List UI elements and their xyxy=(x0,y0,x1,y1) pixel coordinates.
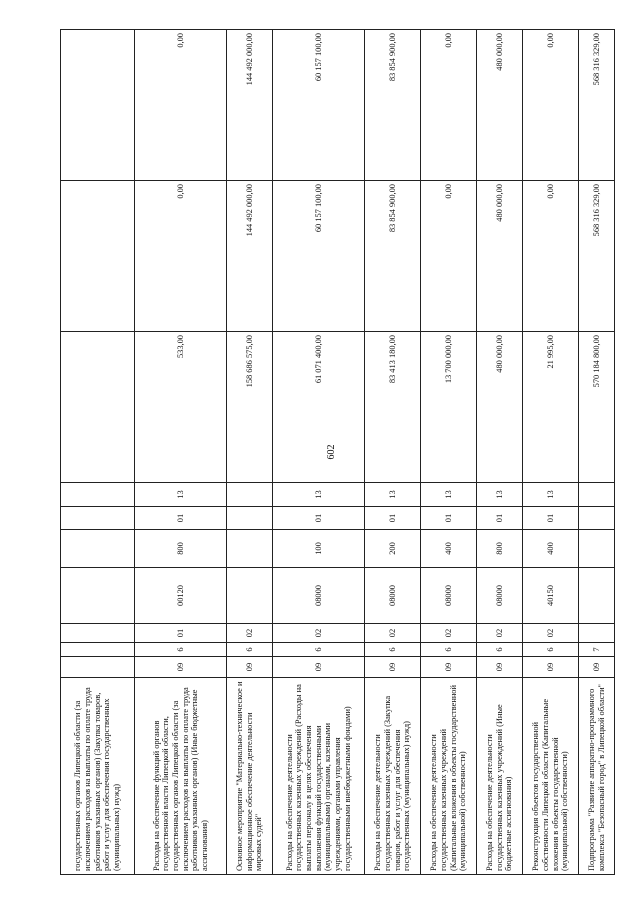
amount-year2-cell: 480 000,00 xyxy=(477,181,523,332)
row-name-cell: Основное мероприятие "Материально-техническое и информационное обеспечение деятельности мировых судей" xyxy=(227,678,273,875)
section-cell xyxy=(579,507,615,530)
row-name-cell: Расходы на обеспечение деятельности государственных казенных учреждений (Закупка товаров, работ и услуг для обеспечения государственных (муниципальных) нужд) xyxy=(365,678,421,875)
subsection-cell: 13 xyxy=(365,483,421,507)
gp-code-cell: 09 xyxy=(135,657,227,678)
amount-year3-cell: 144 492 000,00 xyxy=(227,30,273,181)
main-activity-code-cell xyxy=(579,624,615,643)
amount-year3-cell: 480 000,00 xyxy=(477,30,523,181)
subprogram-code-cell: 6 xyxy=(227,643,273,657)
main-activity-code-cell: 02 xyxy=(227,624,273,643)
subsection-cell xyxy=(579,483,615,507)
gp-code-cell: 09 xyxy=(477,657,523,678)
amount-year1-cell: 13 700 000,00 xyxy=(421,332,477,483)
section-cell: 01 xyxy=(365,507,421,530)
subprogram-code-cell: 6 xyxy=(523,643,579,657)
section-cell: 01 xyxy=(477,507,523,530)
table-row xyxy=(477,30,523,875)
row-name-cell: Расходы на обеспечение деятельности государственных казенных учреждений (Иные бюджетные ассигнования) xyxy=(477,678,523,875)
main-activity-code-cell: 02 xyxy=(477,624,523,643)
expense-type-cell: 100 xyxy=(273,530,365,568)
expense-type-cell: 800 xyxy=(135,530,227,568)
amount-year1-cell xyxy=(61,332,135,483)
gp-code-cell: 09 xyxy=(365,657,421,678)
amount-year2-cell: 0,00 xyxy=(523,181,579,332)
row-name-cell: Расходы на обеспечение деятельности государственных казенных учреждений (Расходы на выплаты персоналу в целях обеспечения выполнения функций государственными (муниципальными) органами, казенными учреждениями, органами управления государственными внебюджетными фондами) xyxy=(273,678,365,875)
main-activity-code-cell: 01 xyxy=(135,624,227,643)
direction-code-cell: 08000 xyxy=(273,568,365,624)
subsection-cell: 13 xyxy=(523,483,579,507)
section-cell xyxy=(61,507,135,530)
budget-table-container xyxy=(60,30,606,875)
row-name-cell: Подпрограмма "Развитие аппаратно-программного комплекса "Безопасный город" в Липецкой области" xyxy=(579,678,615,875)
amount-year2-cell: 0,00 xyxy=(135,181,227,332)
amount-year2-cell: 60 157 100,00 xyxy=(273,181,365,332)
expense-type-cell: 800 xyxy=(477,530,523,568)
amount-year1-cell: 533,00 xyxy=(135,332,227,483)
gp-code-cell: 09 xyxy=(421,657,477,678)
amount-year3-cell: 0,00 xyxy=(523,30,579,181)
table-row xyxy=(579,30,615,875)
subsection-cell xyxy=(227,483,273,507)
subprogram-code-cell: 6 xyxy=(273,643,365,657)
subprogram-code-cell: 6 xyxy=(365,643,421,657)
subsection-cell: 13 xyxy=(477,483,523,507)
expense-type-cell: 200 xyxy=(365,530,421,568)
amount-year1-cell: 83 413 180,00 xyxy=(365,332,421,483)
amount-year2-cell: 568 316 329,00 xyxy=(579,181,615,332)
expense-type-cell xyxy=(227,530,273,568)
gp-code-cell: 09 xyxy=(227,657,273,678)
gp-code-cell: 09 xyxy=(273,657,365,678)
expense-type-cell: 400 xyxy=(523,530,579,568)
gp-code-cell: 09 xyxy=(523,657,579,678)
amount-year3-cell xyxy=(61,30,135,181)
direction-code-cell: 40150 xyxy=(523,568,579,624)
subprogram-code-cell: 7 xyxy=(579,643,615,657)
subprogram-code-cell: 6 xyxy=(477,643,523,657)
main-activity-code-cell: 02 xyxy=(421,624,477,643)
subsection-cell: 13 xyxy=(273,483,365,507)
amount-year1-cell: 61 071 400,00 xyxy=(273,332,365,483)
table-row xyxy=(273,30,365,875)
main-activity-code-cell xyxy=(61,624,135,643)
subsection-cell xyxy=(61,483,135,507)
row-name-cell: Реконструкция объектов государственной собственности Липецкой области (Капитальные вложения в объекты государственной (муниципальной) собственности) xyxy=(523,678,579,875)
amount-year3-cell: 0,00 xyxy=(135,30,227,181)
subprogram-code-cell: 6 xyxy=(135,643,227,657)
table-row xyxy=(227,30,273,875)
gp-code-cell xyxy=(61,657,135,678)
table-row xyxy=(61,30,135,875)
section-cell: 01 xyxy=(421,507,477,530)
budget-table xyxy=(60,29,615,875)
direction-code-cell xyxy=(227,568,273,624)
amount-year3-cell: 568 316 329,00 xyxy=(579,30,615,181)
row-name-cell: государственных органов Липецкой области (за исключением расходов на выплаты по оплате труда работников указанных органов) (Закупка товаров, работ и услуг для обеспечения государственных (муниципальных) нужд) xyxy=(61,678,135,875)
amount-year3-cell: 60 157 100,00 xyxy=(273,30,365,181)
table-row xyxy=(421,30,477,875)
table-row xyxy=(523,30,579,875)
amount-year2-cell: 83 854 900,00 xyxy=(365,181,421,332)
section-cell: 01 xyxy=(273,507,365,530)
subsection-cell: 13 xyxy=(135,483,227,507)
page-number: 602 xyxy=(326,444,337,460)
amount-year3-cell: 0,00 xyxy=(421,30,477,181)
amount-year3-cell: 83 854 900,00 xyxy=(365,30,421,181)
row-name-cell: Расходы на обеспечение функций органов государственной власти Липецкой области, государственных органов Липецкой области (за исключением расходов на выплаты по оплате труда работников указанных органов) (Иные бюджетные ассигнования) xyxy=(135,678,227,875)
amount-year2-cell: 144 492 000,00 xyxy=(227,181,273,332)
section-cell: 01 xyxy=(523,507,579,530)
subprogram-code-cell: 6 xyxy=(421,643,477,657)
table-row xyxy=(135,30,227,875)
amount-year1-cell: 21 995,00 xyxy=(523,332,579,483)
expense-type-cell xyxy=(579,530,615,568)
main-activity-code-cell: 02 xyxy=(523,624,579,643)
amount-year1-cell: 570 184 800,00 xyxy=(579,332,615,483)
row-name-cell: Расходы на обеспечение деятельности государственных казенных учреждений (Капитальные вложения в объекты государственной (муниципальной) собственности) xyxy=(421,678,477,875)
main-activity-code-cell: 02 xyxy=(273,624,365,643)
section-cell xyxy=(227,507,273,530)
gp-code-cell: 09 xyxy=(579,657,615,678)
subprogram-code-cell xyxy=(61,643,135,657)
expense-type-cell xyxy=(61,530,135,568)
expense-type-cell: 400 xyxy=(421,530,477,568)
amount-year2-cell: 0,00 xyxy=(421,181,477,332)
section-cell: 01 xyxy=(135,507,227,530)
direction-code-cell: 08000 xyxy=(421,568,477,624)
main-activity-code-cell: 02 xyxy=(365,624,421,643)
direction-code-cell: 08000 xyxy=(477,568,523,624)
amount-year1-cell: 158 686 575,00 xyxy=(227,332,273,483)
direction-code-cell: 00120 xyxy=(135,568,227,624)
direction-code-cell: 08000 xyxy=(365,568,421,624)
table-row xyxy=(365,30,421,875)
direction-code-cell xyxy=(579,568,615,624)
amount-year1-cell: 480 000,00 xyxy=(477,332,523,483)
direction-code-cell xyxy=(61,568,135,624)
amount-year2-cell xyxy=(61,181,135,332)
subsection-cell: 13 xyxy=(421,483,477,507)
